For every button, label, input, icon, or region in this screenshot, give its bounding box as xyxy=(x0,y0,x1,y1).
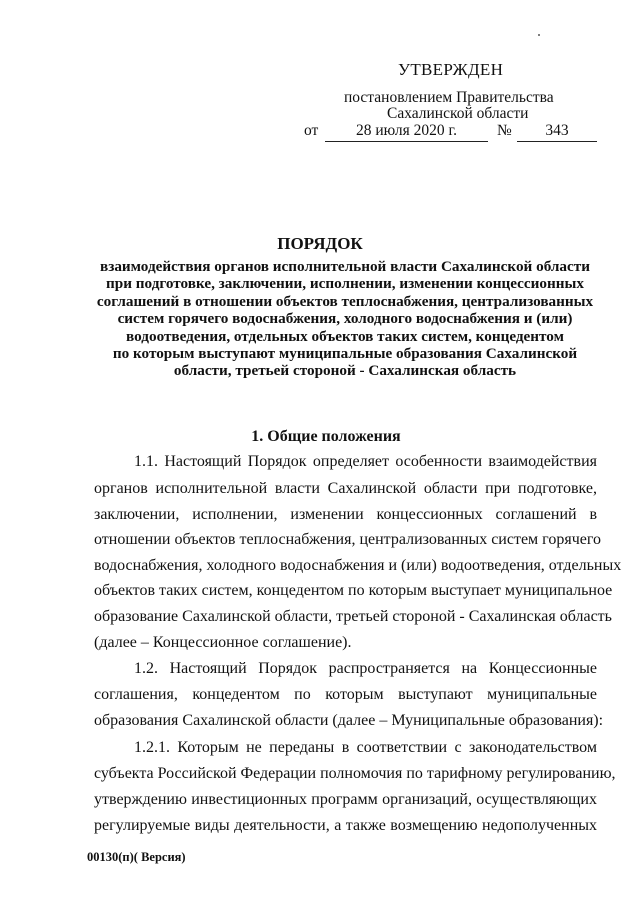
paragraph-line: регулируемые виды деятельности, а также возмещению недополученных xyxy=(94,817,597,834)
paragraph-line: утверждению инвестиционных программ организаций, осуществляющих xyxy=(94,791,597,808)
paragraph-line: объектов таких систем, концедентом по которым выступает муниципальное xyxy=(94,582,613,599)
section-heading: 1. Общие положения xyxy=(251,428,401,445)
paragraph-line: заключении, исполнении, изменении концессионных соглашений в xyxy=(94,506,597,523)
subtitle-line: водоотведения, отдельных объектов таких систем, концедентом xyxy=(126,327,564,345)
subtitle-line: при подготовке, заключении, исполнении, изменении концессионных xyxy=(106,275,584,293)
footer-document-code: 00130(п)( Версия) xyxy=(87,850,186,864)
paragraph-line: 1.2. Настоящий Порядок распространяется на Концессионные xyxy=(134,660,597,677)
paragraph-line: образование Сахалинской области, третьей стороной - Сахалинская область xyxy=(94,608,612,625)
paragraph-line: 1.2.1. Которым не переданы в соответствии с законодательством xyxy=(134,739,597,756)
paragraph-line: соглашения, концедентом по которым выступают муниципальные xyxy=(94,686,597,703)
approval-date-value: 28 июля 2020 г. xyxy=(325,122,488,142)
approval-date-label: от xyxy=(304,122,319,139)
paragraph-line: органов исполнительной власти Сахалинской области при подготовке, xyxy=(94,480,597,497)
paragraph-line: образования Сахалинской области (далее – Муниципальные образования): xyxy=(94,712,604,729)
approval-number-value: 343 xyxy=(517,122,597,142)
approval-decree-line-1: постановлением Правительства xyxy=(344,89,554,106)
approval-decree-line-2: Сахалинской области xyxy=(387,105,529,122)
approval-title: УТВЕРЖДЕН xyxy=(398,60,504,79)
approval-number-label: № xyxy=(497,122,512,139)
subtitle-line: по которым выступают муниципальные образования Сахалинской xyxy=(112,345,578,363)
subtitle-line: систем горячего водоснабжения, холодного водоснабжения и (или) xyxy=(117,310,573,328)
document-subtitle xyxy=(40,258,640,380)
scan-artifact-dot xyxy=(538,34,540,36)
paragraph-line: водоснабжения, холодного водоснабжения и (или) водоотведения, отдельных xyxy=(94,557,622,574)
document-title: ПОРЯДОК xyxy=(277,234,363,253)
subtitle-line: области, третьей стороной - Сахалинская область xyxy=(173,362,517,380)
paragraph-line: субъекта Российской Федерации полномочия по тарифному регулированию, xyxy=(94,765,616,782)
paragraph-line: (далее – Концессионное соглашение). xyxy=(94,634,352,651)
paragraph-line: 1.1. Настоящий Порядок определяет особенности взаимодействия xyxy=(134,453,597,470)
subtitle-line: соглашений в отношении объектов теплоснабжения, централизованных xyxy=(96,292,594,310)
subtitle-line: взаимодействия органов исполнительной власти Сахалинской области xyxy=(100,258,590,275)
paragraph-line: отношении объектов теплоснабжения, централизованных систем горячего xyxy=(94,531,602,548)
